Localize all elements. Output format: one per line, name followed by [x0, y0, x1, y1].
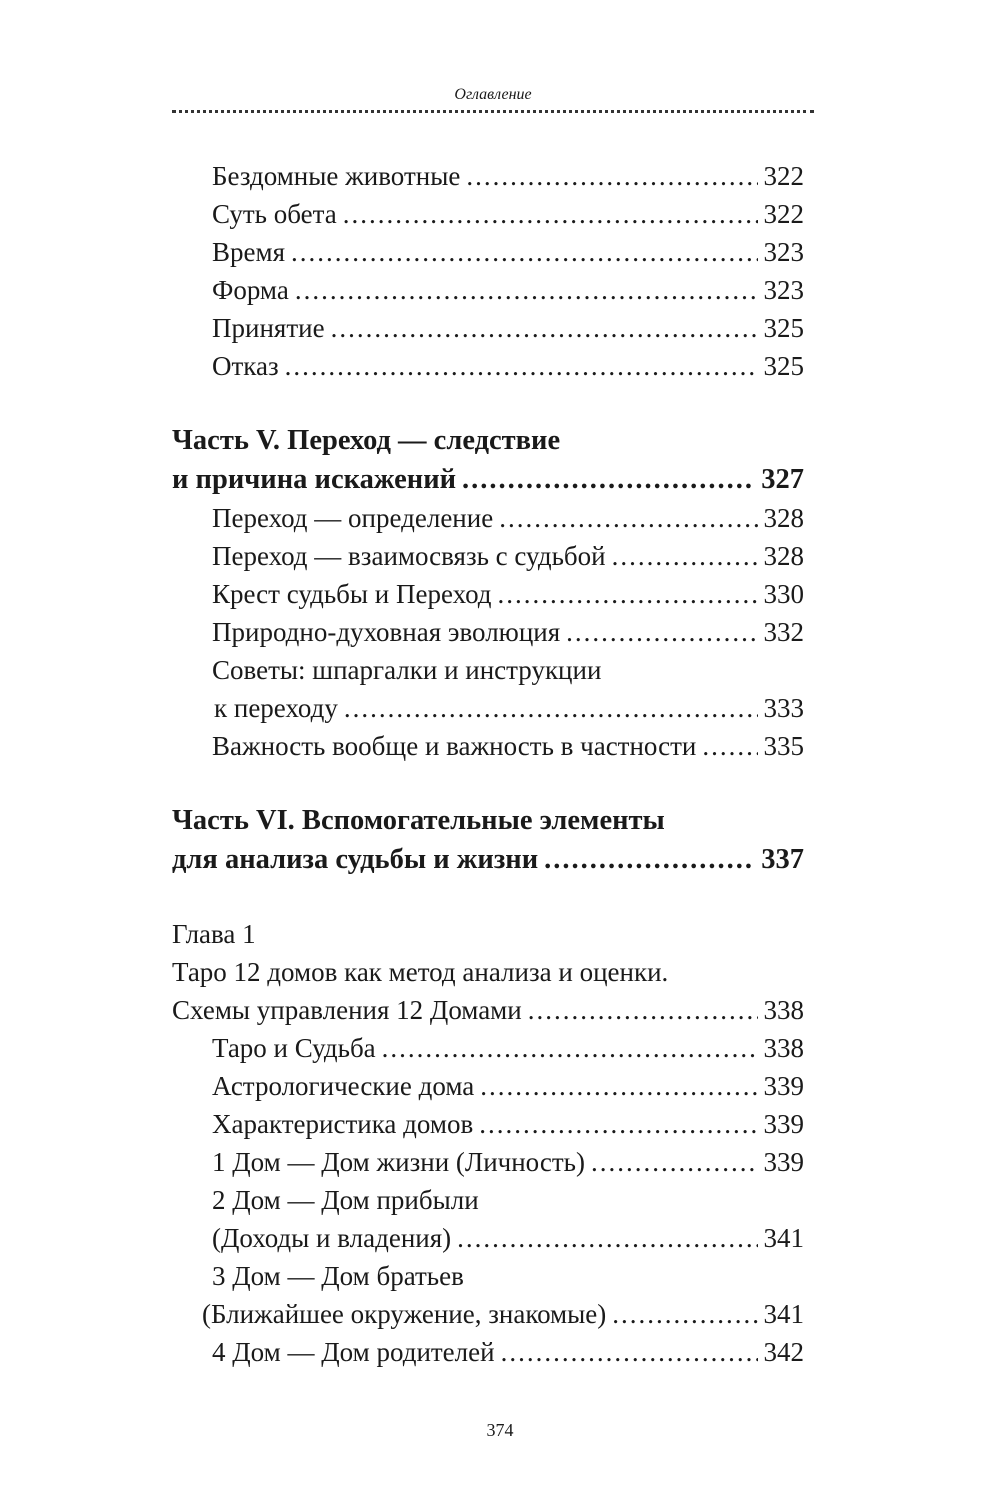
toc-entry-page: 323 [763, 275, 804, 305]
toc-entry[interactable] [172, 309, 804, 347]
part-page: 337 [761, 844, 804, 875]
toc-entry-title: (Ближайшее окружение, знакомые) [202, 1299, 607, 1329]
toc-entry-title: Характеристика домов [212, 1109, 474, 1139]
toc-entry-page: 338 [763, 1033, 804, 1063]
part-heading[interactable] [172, 840, 804, 879]
toc-entry-title: Бездомные животные [212, 161, 461, 191]
toc-entry-page: 339 [763, 1071, 804, 1101]
dot-leader [344, 689, 758, 727]
toc-entry[interactable] [172, 727, 804, 765]
chapter-title-line1: Таро 12 домов как метод анализа и оценки. [172, 957, 669, 987]
dot-leader [331, 309, 758, 347]
dot-leader [479, 1105, 757, 1143]
toc-entry-title: Советы: шпаргалки и инструкции [212, 655, 602, 685]
dot-leader [462, 460, 755, 499]
dot-leader [501, 1333, 758, 1371]
toc-entry-page: 330 [763, 579, 804, 609]
toc-entry[interactable] [172, 1105, 804, 1143]
toc-entry-title: Таро и Судьба [212, 1033, 376, 1063]
dot-leader [612, 1295, 757, 1333]
part-heading[interactable] [172, 801, 804, 840]
toc-entry-title: Переход — взаимосвязь с судьбой [212, 541, 606, 571]
dot-leader [382, 1029, 758, 1067]
toc-entry-title: 4 Дом — Дом родителей [212, 1337, 495, 1367]
toc-entry-title: (Доходы и владения) [212, 1223, 452, 1253]
toc-entry[interactable] [172, 537, 804, 575]
chapter-heading[interactable] [172, 953, 804, 991]
dot-leader [457, 1219, 757, 1257]
dot-leader [291, 233, 758, 271]
toc-entry-page: 325 [763, 313, 804, 343]
part-heading[interactable] [172, 421, 804, 460]
part-title-line2: и причина искажений [172, 464, 457, 495]
toc-entry-title: Природно-духовная эволюция [212, 617, 561, 647]
toc-entry[interactable] [172, 651, 804, 689]
toc-entry-title: Крест судьбы и Переход [212, 579, 492, 609]
running-head: Оглавление [454, 86, 532, 103]
toc-entry-page: 332 [763, 617, 804, 647]
part-title-line2: для анализа судьбы и жизни [172, 844, 539, 875]
toc-entry-page: 322 [763, 161, 804, 191]
toc-entry[interactable] [172, 1181, 804, 1219]
toc-entry[interactable] [172, 157, 804, 195]
toc-entry[interactable] [172, 1257, 804, 1295]
toc-entry-page: 342 [763, 1337, 804, 1367]
toc-entry-title: 3 Дом — Дом братьев [212, 1261, 464, 1291]
toc-entry[interactable] [172, 1333, 804, 1371]
dot-leader [499, 499, 757, 537]
toc-entry[interactable] [172, 1067, 804, 1105]
toc-entry[interactable] [172, 233, 804, 271]
dot-leader [612, 537, 758, 575]
toc-entry[interactable] [172, 1029, 804, 1067]
dot-leader [466, 157, 757, 195]
toc-entry[interactable] [172, 499, 804, 537]
toc-entry-continuation[interactable] [172, 1219, 804, 1257]
toc-entry-title: 2 Дом — Дом прибыли [212, 1185, 479, 1215]
toc-entry-page: 322 [763, 199, 804, 229]
dot-leader [702, 727, 757, 765]
dot-leader [528, 991, 758, 1029]
dot-leader [295, 271, 758, 309]
dot-leader [544, 840, 755, 879]
part-title-line1: Часть VI. Вспомогательные элементы [172, 805, 665, 836]
toc-entry-page: 328 [763, 541, 804, 571]
toc-entry-title: Переход — определение [212, 503, 494, 533]
toc-entry-page: 325 [763, 351, 804, 381]
toc-entry-page: 339 [763, 1109, 804, 1139]
toc-entry-continuation[interactable] [172, 1295, 804, 1333]
toc-entry-page: 328 [763, 503, 804, 533]
toc-entry-title: Время [212, 237, 285, 267]
toc-entry[interactable] [172, 195, 804, 233]
part-heading[interactable] [172, 460, 804, 499]
toc-entry[interactable] [172, 1143, 804, 1181]
dot-leader [343, 195, 758, 233]
table-of-contents [172, 157, 804, 1371]
chapter-label [172, 915, 804, 953]
dot-leader [498, 575, 758, 613]
chapter-heading[interactable] [172, 991, 804, 1029]
toc-entry-page: 339 [763, 1147, 804, 1177]
toc-entry-continuation[interactable] [172, 689, 804, 727]
toc-entry[interactable] [172, 575, 804, 613]
header-rule [172, 110, 814, 113]
dot-leader [480, 1067, 757, 1105]
toc-entry-title: Суть обета [212, 199, 337, 229]
chapter-page: 338 [763, 995, 804, 1025]
dot-leader [591, 1143, 758, 1181]
page-number: 374 [486, 1420, 514, 1440]
part-page: 327 [761, 464, 804, 495]
toc-entry-title: Астрологические дома [212, 1071, 475, 1101]
toc-entry-title: Принятие [212, 313, 325, 343]
toc-entry-title: Форма [212, 275, 289, 305]
dot-leader [285, 347, 758, 385]
toc-entry-page: 323 [763, 237, 804, 267]
toc-entry-title: 1 Дом — Дом жизни (Личность) [212, 1147, 585, 1177]
toc-entry-title: Отказ [212, 351, 279, 381]
toc-entry-page: 341 [763, 1223, 804, 1253]
toc-entry-page: 341 [763, 1299, 804, 1329]
chapter-label-text: Глава 1 [172, 919, 256, 949]
part-title-line1: Часть V. Переход — следствие [172, 425, 561, 456]
toc-entry[interactable] [172, 271, 804, 309]
dot-leader [566, 613, 757, 651]
toc-entry-title: к переходу [214, 693, 338, 723]
toc-entry-page: 333 [763, 693, 804, 723]
toc-entry[interactable] [172, 347, 804, 385]
toc-entry-title: Важность вообще и важность в частности [212, 731, 697, 761]
toc-entry-page: 335 [763, 731, 804, 761]
toc-entry[interactable] [172, 613, 804, 651]
chapter-title-line2: Схемы управления 12 Домами [172, 995, 522, 1025]
